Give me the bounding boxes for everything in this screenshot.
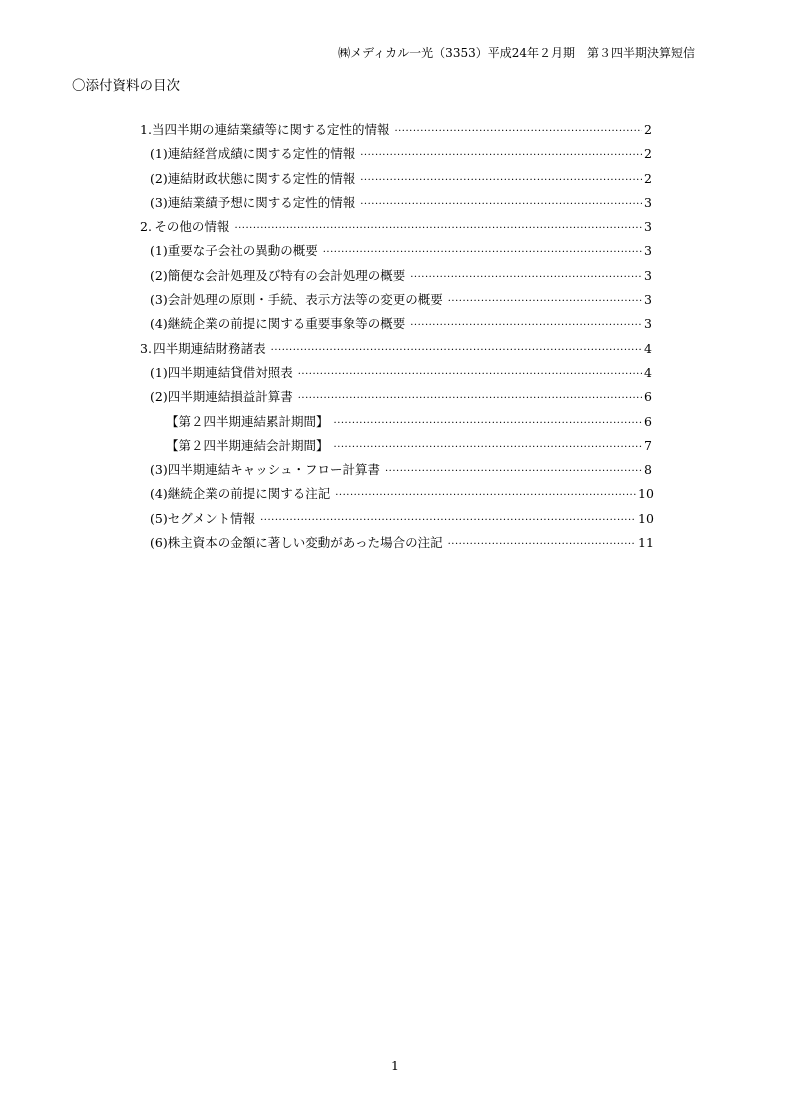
- toc-entry-page: 3: [644, 219, 652, 235]
- toc-entry-number: (1): [150, 364, 168, 380]
- toc-leader-dots: [448, 296, 642, 307]
- toc-entry-page: 10: [638, 486, 654, 502]
- toc-entry-label: その他の情報: [154, 219, 230, 235]
- toc-leader-dots: [360, 150, 642, 161]
- toc-entry[interactable]: [140, 241, 652, 265]
- toc-entry-page: 6: [644, 413, 652, 429]
- table-of-contents: [140, 120, 652, 557]
- toc-leader-dots: [335, 490, 636, 501]
- toc-entry-number: 3.: [140, 340, 152, 356]
- toc-entry-label: セグメント情報: [167, 510, 256, 526]
- toc-entry-label: 継続企業の前提に関する重要事象等の概要: [167, 316, 406, 332]
- toc-entry-label: 四半期連結財務諸表: [153, 340, 266, 356]
- toc-leader-dots: [448, 539, 636, 550]
- toc-leader-dots: [334, 442, 643, 453]
- toc-entry[interactable]: [140, 509, 652, 533]
- toc-leader-dots: [360, 175, 642, 186]
- toc-entry-page: 7: [644, 437, 652, 453]
- toc-entry-page: 8: [644, 462, 652, 478]
- toc-entry[interactable]: [140, 193, 652, 217]
- toc-entry[interactable]: [140, 290, 652, 314]
- toc-entry-page: 3: [644, 267, 652, 283]
- toc-leader-dots: [360, 199, 642, 210]
- toc-entry[interactable]: [140, 120, 652, 144]
- section-title: 〇添付資料の目次: [72, 78, 180, 94]
- toc-entry[interactable]: [140, 436, 652, 460]
- page-number: 1: [391, 1058, 399, 1073]
- toc-entry-page: 2: [644, 122, 652, 137]
- toc-entry-page: 4: [644, 340, 652, 356]
- toc-entry-label: 継続企業の前提に関する注記: [167, 486, 331, 502]
- toc-leader-dots: [323, 247, 642, 258]
- toc-entry-number: (3): [150, 462, 168, 478]
- toc-leader-dots: [334, 418, 643, 429]
- toc-entry-label: 【第２四半期連結会計期間】: [166, 437, 329, 453]
- toc-entry-number: (1): [150, 243, 168, 259]
- toc-entry-number: (5): [150, 510, 168, 526]
- toc-entry-number: (3): [150, 194, 168, 210]
- toc-entry-number: (2): [150, 267, 168, 283]
- toc-leader-dots: [385, 466, 642, 477]
- toc-entry-page: 3: [644, 316, 652, 332]
- toc-entry-label: 連結財政状態に関する定性的情報: [167, 170, 356, 186]
- toc-entry-number: 1.: [140, 122, 152, 137]
- toc-entry-page: 6: [644, 389, 652, 405]
- toc-entry[interactable]: [140, 266, 652, 290]
- toc-entry-number: 2.: [140, 219, 152, 235]
- toc-leader-dots: [271, 345, 642, 356]
- toc-entry-label: 重要な子会社の異動の概要: [167, 243, 318, 259]
- toc-entry-page: 2: [644, 170, 652, 186]
- toc-entry[interactable]: [140, 339, 652, 363]
- toc-entry-number: (6): [150, 535, 168, 551]
- toc-entry[interactable]: [140, 144, 652, 168]
- toc-entry-page: 3: [644, 292, 652, 308]
- toc-leader-dots: [260, 515, 636, 526]
- toc-entry-label: 当四半期の連結業績等に関する定性的情報: [151, 122, 390, 137]
- toc-leader-dots: [298, 393, 642, 404]
- toc-entry-label: 四半期連結損益計算書: [167, 389, 293, 405]
- toc-leader-dots: [394, 126, 642, 137]
- document-header: ㈱メディカル一光（3353）平成24年２月期 第３四半期決算短信: [338, 46, 695, 60]
- toc-entry-page: 4: [644, 364, 652, 380]
- toc-entry[interactable]: [140, 169, 652, 193]
- toc-leader-dots: [298, 369, 642, 380]
- toc-entry-number: (4): [150, 486, 168, 502]
- toc-entry-page: 3: [644, 243, 652, 259]
- toc-entry-label: 連結業績予想に関する定性的情報: [167, 194, 356, 210]
- toc-entry[interactable]: [140, 460, 652, 484]
- toc-entry-page: 3: [644, 194, 652, 210]
- toc-leader-dots: [410, 320, 642, 331]
- toc-entry-number: (4): [150, 316, 168, 332]
- toc-entry-label: 株主資本の金額に著しい変動があった場合の注記: [167, 535, 443, 551]
- toc-entry[interactable]: [140, 363, 652, 387]
- toc-entry-label: 四半期連結キャッシュ・フロー計算書: [167, 462, 380, 478]
- toc-entry[interactable]: [140, 387, 652, 411]
- toc-entry-label: 【第２四半期連結累計期間】: [166, 413, 329, 429]
- toc-entry-label: 簡便な会計処理及び特有の会計処理の概要: [167, 267, 406, 283]
- toc-entry-number: (1): [150, 146, 168, 162]
- toc-entry-number: (2): [150, 389, 168, 405]
- toc-entry-label: 四半期連結貸借対照表: [167, 364, 293, 380]
- toc-leader-dots: [234, 223, 641, 234]
- toc-entry-page: 2: [644, 146, 652, 162]
- toc-entry-page: 11: [638, 535, 654, 551]
- toc-entry-page: 10: [638, 510, 654, 526]
- toc-entry[interactable]: [140, 314, 652, 338]
- toc-entry-label: 連結経営成績に関する定性的情報: [167, 146, 356, 162]
- toc-entry[interactable]: [140, 412, 652, 436]
- toc-entry[interactable]: [140, 484, 652, 508]
- toc-entry[interactable]: [140, 217, 652, 241]
- toc-entry-label: 会計処理の原則・手続、表示方法等の変更の概要: [167, 292, 443, 308]
- toc-entry-number: (3): [150, 292, 168, 308]
- toc-leader-dots: [410, 272, 642, 283]
- toc-entry-number: (2): [150, 170, 168, 186]
- toc-entry[interactable]: [140, 533, 652, 557]
